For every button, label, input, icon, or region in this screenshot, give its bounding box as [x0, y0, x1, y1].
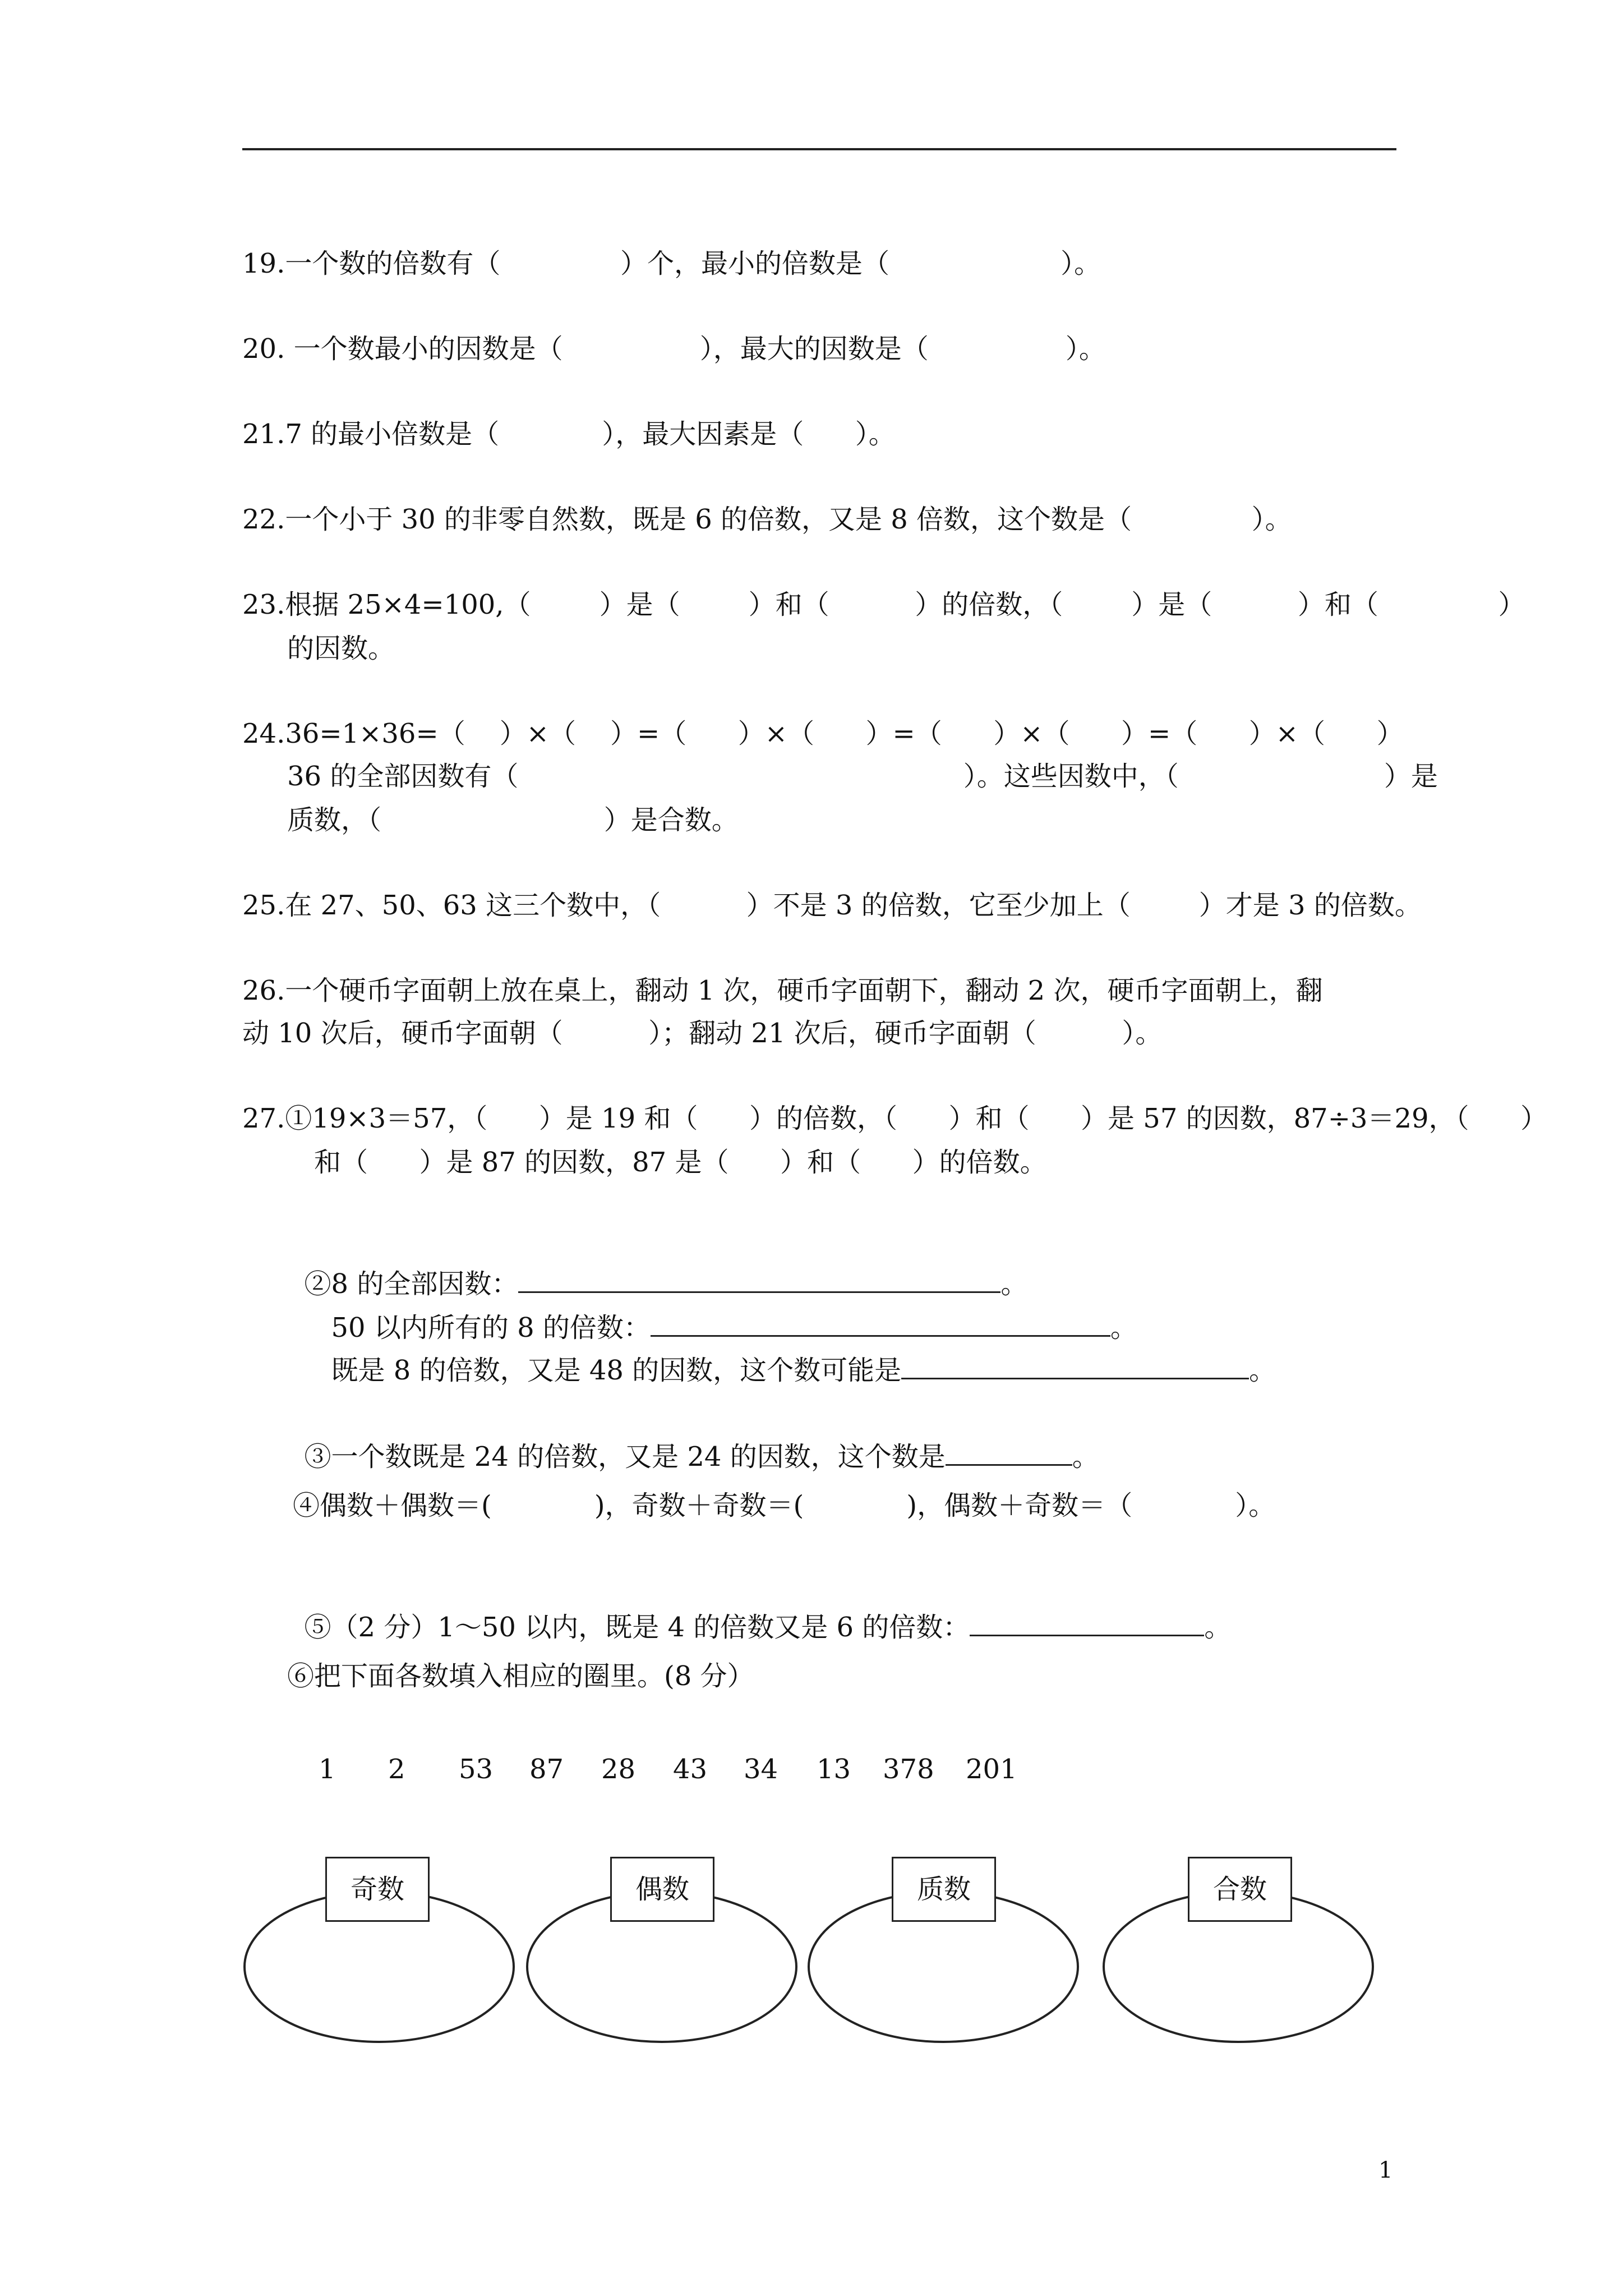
q27-5-text: ⑤（2 分）1～50 以内，既是 4 的倍数又是 6 的倍数： [304, 1612, 970, 1643]
question-26-line1: 26.一个硬币字面朝上放在桌上，翻动 1 次，硬币字面朝下，翻动 2 次，硬币字面朝上，翻 [242, 975, 1323, 1006]
composite-label: 合数 [1188, 1857, 1292, 1922]
number-item: 87 [529, 1754, 564, 1785]
number-item: 1 [319, 1754, 336, 1785]
question-21: 21.7 的最小倍数是（ ），最大因素是（ ）。 [242, 418, 896, 450]
odd-label: 奇数 [325, 1857, 430, 1922]
period: 。 [1110, 1312, 1137, 1343]
period: 。 [1249, 1355, 1276, 1386]
period: 。 [1204, 1612, 1232, 1643]
number-item: 43 [673, 1754, 708, 1785]
number-item: 28 [601, 1754, 636, 1785]
q27-2c-text: 既是 8 的倍数，又是 48 的因数，这个数可能是 [331, 1355, 902, 1386]
number-item: 34 [744, 1754, 778, 1785]
number-item: 378 [883, 1754, 934, 1785]
prime-label: 质数 [892, 1857, 996, 1922]
question-25: 25.在 27、50、63 这三个数中，（ ）不是 3 的倍数，它至少加上（ ）才是 3 的倍数。 [242, 890, 1422, 921]
question-23-line2: 的因数。 [287, 633, 395, 664]
q27-2a-text: ②8 的全部因数： [304, 1268, 519, 1300]
question-27-4: ④偶数＋偶数＝( )，奇数＋奇数＝( )，偶数＋奇数＝（ ）。 [293, 1490, 1276, 1521]
question-24-line2: 36 的全部因数有（ ）。这些因数中，（ ）是 [287, 761, 1438, 792]
period: 。 [1000, 1268, 1028, 1300]
period: 。 [1072, 1441, 1099, 1473]
question-27-6: ⑥把下面各数填入相应的圈里。(8 分） [287, 1660, 754, 1692]
number-item: 2 [388, 1754, 405, 1785]
number-item: 53 [459, 1754, 494, 1785]
question-22: 22.一个小于 30 的非零自然数，既是 6 的倍数，又是 8 倍数，这个数是（ ）。 [242, 504, 1292, 535]
question-23-line1: 23.根据 25×4=100,（ ）是（ ）和（ ）的倍数，（ ）是（ ）和（ ） [242, 589, 1525, 620]
q27-2b-text: 50 以内所有的 8 的倍数： [331, 1312, 651, 1343]
q27-3-text: ③一个数既是 24 的倍数，又是 24 的因数，这个数是 [304, 1441, 946, 1473]
question-20: 20. 一个数最小的因数是（ ），最大的因数是（ ）。 [242, 333, 1106, 365]
even-label: 偶数 [610, 1857, 714, 1922]
page-number: 1 [1378, 2157, 1393, 2183]
question-24-line1: 24.36=1×36=（ ）×（ ）=（ ）×（ ）=（ ）×（ ）=（ ）×（ ） [242, 718, 1404, 749]
number-item: 201 [966, 1754, 1017, 1785]
number-item: 13 [817, 1754, 851, 1785]
question-27-line2: 和（ ）是 87 的因数，87 是（ ）和（ ）的倍数。 [314, 1147, 1047, 1178]
question-19: 19.一个数的倍数有（ ）个，最小的倍数是（ ）。 [242, 248, 1101, 279]
question-26-line2: 动 10 次后，硬币字面朝（ ）；翻动 21 次后，硬币字面朝（ ）。 [242, 1018, 1163, 1049]
question-27-line1: 27.①19×3＝57，（ ）是 19 和（ ）的倍数，（ ）和（ ）是 57 的因数，87÷3＝29，（ ） [242, 1103, 1548, 1134]
question-24-line3: 质数，（ ）是合数。 [287, 804, 739, 836]
